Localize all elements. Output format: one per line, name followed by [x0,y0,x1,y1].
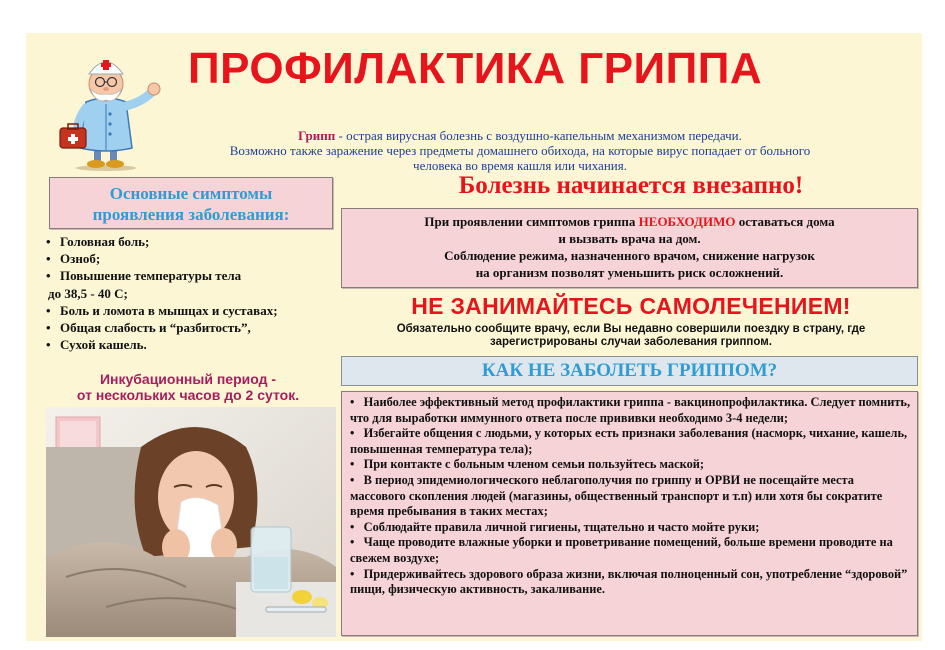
prevention-item: • Избегайте общения с людьми, у которых есть признаки заболевания (насморк, чихание, кашель, повышенная температура тела); [350,426,911,457]
intro-line-2: Возможно также заражение через предметы домашнего обихода, на которые вирус попадает от больного [229,143,811,158]
prevention-item: • В период эпидемиологического неблагополучия по гриппу и ОРВИ не посещайте места массового скопления людей (магазины, общественный транспорт и т.п) или хотя бы сократите время пребывания в таких местах; [350,473,911,520]
symptom-item-continuation: до 38,5 - 40 С; [48,285,128,301]
notify-line-1: Обязательно сообщите врачу, если Вы недавно совершили поездку в страну, где [396,323,866,335]
intro-definition: - острая вирусная болезнь с воздушно-капельным механизмом передачи. [335,128,742,143]
symptom-item: • Головная боль; [44,233,344,250]
intro-line-1 [140,128,900,143]
page-title: ПРОФИЛАКТИКА ГРИППА [188,44,763,93]
prevention-box [341,391,918,636]
symptom-item: • Сухой кашель. [44,336,344,353]
symptom-item: • Озноб; [44,250,344,267]
advice-highlight: НЕОБХОДИМО [638,214,736,229]
symptoms-list [44,233,344,353]
incubation-line-2: от нескольких часов до 2 суток. [76,387,300,403]
sick-woman-photo [46,407,336,637]
incubation-period [40,371,336,403]
advice-box [341,208,918,288]
symptoms-heading-line-2: проявления заболевания: [92,205,290,224]
intro-term: Грипп [298,128,336,143]
prevention-item: • Наиболее эффективный метод профилактики гриппа - вакцинопрофилактика. Следует помнить, что для выработки иммунного ответа после прививки необходимо 3-4 недели; [350,395,911,426]
symptoms-heading-line-1: Основные симптомы [109,184,273,203]
intro-text [140,128,900,173]
symptom-item: • Повышение температуры тела [44,267,344,284]
prevention-item: • Чаще проводите влажные уборки и проветривание помещений, больше времени проводите на свежем воздухе; [350,535,911,566]
prevention-item: • При контакте с больным членом семьи пользуйтесь маской; [350,457,911,473]
symptoms-heading [49,177,333,229]
advice-line-2: и вызвать врача на дом. [558,231,701,246]
prevention-heading: КАК НЕ ЗАБОЛЕТЬ ГРИППОМ? [341,356,918,386]
prevention-item: • Придерживайтесь здорового образа жизни, включая полноценный сон, употребление “здоровой” пищи, физическую активность, закаливание. [350,567,911,598]
notify-doctor-text [341,323,921,349]
incubation-line-1: Инкубационный период - [99,371,277,387]
advice-line-1-post: оставаться дома [735,214,835,229]
advice-line-1-pre: При проявлении симптомов гриппа [424,214,639,229]
prevention-list [350,395,911,598]
prevention-item: • Соблюдайте правила личной гигиены, тщательно и часто мойте руки; [350,520,911,536]
notify-line-2: зарегистрированы случаи заболевания гриппом. [490,336,772,348]
symptom-item: • Общая слабость и “разбитость”, [44,319,344,336]
symptom-item: • Боль и ломота в мышцах и суставах; [44,302,344,319]
advice-line-1 [342,213,917,230]
advice-line-4: на организм позволят уменьшить риск осложнений. [475,265,784,280]
advice-line-3: Соблюдение режима, назначенного врачом, снижение нагрузок [444,248,815,263]
intro-line-3: человека во время кашля или чихания. [413,158,627,173]
no-self-treatment-warning: НЕ ЗАНИМАЙТЕСЬ САМОЛЕЧЕНИЕМ! [411,293,851,319]
sudden-onset-heading: Болезнь начинается внезапно! [458,172,804,199]
